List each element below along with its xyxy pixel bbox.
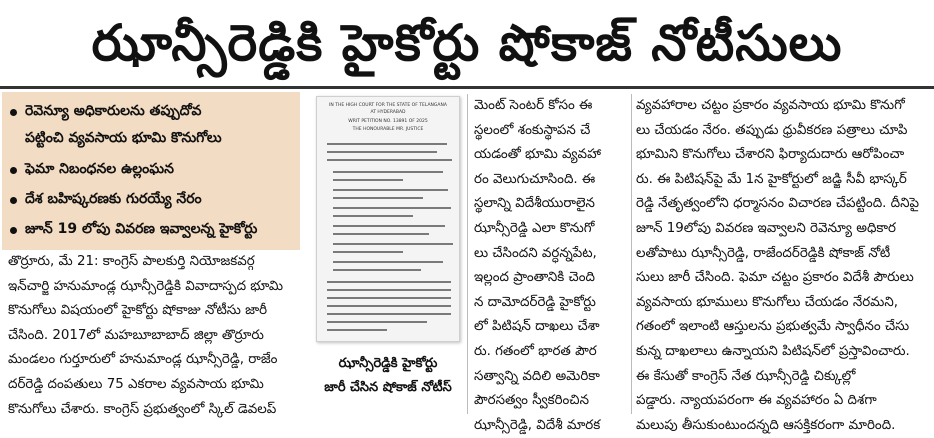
doc-text-line xyxy=(333,189,448,191)
doc-text-line xyxy=(333,197,423,199)
doc-text-line xyxy=(327,305,451,307)
caption-line: ఝాన్సీరెడ్డికి హైకోర్టు xyxy=(338,356,438,371)
article-line: సత్వాన్ని వదిలి అమెరికా xyxy=(474,368,600,384)
article-line: లు చేయడం నేరం. తప్పుడు ధ్రువీకరణ పత్రాలు చూపి xyxy=(636,122,908,138)
doc-text-line xyxy=(333,261,443,263)
doc-header-line: THE HONOURABLE MR. JUSTICE xyxy=(352,127,424,132)
article-line: కొనుగోలు చేశారు. కాంగ్రెస్‌ ప్రభుత్వంలో స్కిల్‌ డెవలప్‌ xyxy=(8,401,277,417)
article-line: లు చేసిందని వర్ధన్నపేట, xyxy=(474,245,597,261)
article-line: మండలం గుర్తూరులో హనుమాండ్ల ఝాన్సీరెడ్డి, రాజేం xyxy=(8,352,278,368)
article-line: రు. ఈ పిటిషన్‌పై మే 1న హైకోర్టులో జడ్జి సీవీ భాస్కర్‌ xyxy=(636,171,907,187)
doc-header-line: IN THE HIGH COURT FOR THE STATE OF TELANGANA xyxy=(329,103,447,108)
article-line: కున్న దాఖలాలు ఉన్నాయని పిటిషన్‌లో ప్రస్తావించారు. xyxy=(636,343,910,359)
bullet-icon xyxy=(10,167,17,174)
article-line: వ్యవసాయ భూములు కొనుగోలు చేయడం నేరమని, xyxy=(636,294,898,310)
column-divider xyxy=(631,94,632,414)
article-line: ఝాన్సీరెడ్డి, విదేశీ మారక xyxy=(474,417,601,433)
highlight-item xyxy=(10,98,201,126)
doc-text-line xyxy=(327,281,451,283)
article-line: తొర్రూరు, మే 21: కాంగ్రెస్‌ పాలకుర్తి నియోజకవర్గ xyxy=(8,254,255,269)
caption-line: జారీ చేసిన షోకాజ్‌ నోటీస్‌ xyxy=(324,380,452,395)
doc-text-line xyxy=(333,179,403,181)
highlight-text: జూన్‌ 19 లోపు వివరణ ఇవ్వాలన్న హైకోర్టు xyxy=(25,220,258,237)
article-line: జూన్‌ 19లోపు వివరణ ఇవ్వాలని రెవెన్యూ అధికార xyxy=(636,220,896,236)
highlights-box xyxy=(2,92,300,250)
article-line: ఇల్లంద ప్రాంతానికి చెంది xyxy=(474,270,595,286)
article-line: దర్‌రెడ్డి దంపతులు 75 ఎకరాల వ్యవసాయ భూమి xyxy=(8,376,264,392)
article-line: స్థలంలో శంకుస్థాపన చే xyxy=(474,122,591,138)
article-column-middle xyxy=(474,94,626,438)
headline: ఝాన్సీరెడ్డికి హైకోర్టు షోకాజ్‌ నోటీసులు xyxy=(91,14,843,72)
article-line: భూమిని కొనుగోలు చేశారని ఫిర్యాదుదారు ఆరోపించా xyxy=(636,147,905,163)
doc-header-line: AT HYDERABAD xyxy=(370,110,406,115)
doc-text-line xyxy=(333,207,451,209)
article-line: లతోపాటు ఝాన్సీరెడ్డి, రాజేందర్‌రెడ్డికి షోకాజ్‌ నోటీ xyxy=(636,245,891,261)
article-line: పడ్డారు. న్యాయపరంగా ఈ వ్యవహారం ఏ దిశగా xyxy=(636,393,877,409)
article-column-right xyxy=(636,94,930,438)
highlight-text: ఫెమా నిబంధనల ఉల్లంఘన xyxy=(25,160,174,177)
article-line: ఈ కేసుతో కాంగ్రెస్‌ నేత ఝాన్సీరెడ్డి చిక్కుల్లో xyxy=(636,368,856,384)
article-line: న దామోదర్‌రెడ్డి హైకోర్టు xyxy=(474,294,596,310)
doc-text-line xyxy=(327,151,437,153)
article-line: మలుపు తీసుకుంటుందన్నది ఆసక్తికరంగా మారింది. xyxy=(636,417,896,433)
doc-text-line xyxy=(327,329,387,331)
highlight-item xyxy=(10,186,202,214)
article-line: రెడ్డి నేతృత్వంలోని ధర్మాసనం విచారణ చేపట్టింది. దీనిపై xyxy=(636,196,920,212)
article-line: పౌరసత్వం స్వీకరించిన xyxy=(474,393,589,409)
bullet-icon xyxy=(10,109,17,116)
article-line: కొనుగోలు విషయంలో హైకోర్టు షోకాజు నోటీసు జారీ xyxy=(8,303,268,319)
court-notice-image xyxy=(316,96,460,342)
doc-text-line xyxy=(333,171,443,173)
bullet-icon xyxy=(10,227,17,234)
article-line: ఇన్‌చార్జి హనుమాండ్ల ఝాన్సీరెడ్డికి వివాదాస్పద భూమి xyxy=(8,278,284,294)
article-line: యడంతో భూమి వ్యవహా xyxy=(474,147,601,163)
doc-text-line xyxy=(333,225,445,227)
article-line: స్థలాన్ని విదేశీయురాలైన xyxy=(474,196,595,212)
highlight-text: పట్టించి వ్యవసాయ భూమి కొనుగోలు xyxy=(25,129,222,146)
article-line: రం వెలుగుచూసింది. ఈ xyxy=(474,171,596,187)
image-caption xyxy=(308,352,468,400)
doc-text-line xyxy=(327,159,452,161)
doc-text-line xyxy=(333,243,453,245)
highlight-item xyxy=(10,156,174,184)
doc-header-line: WRIT PETITION NO. 13891 OF 2025 xyxy=(348,119,428,124)
article-column-left xyxy=(8,250,304,422)
article-line: రు. గతంలో భారత పౌర xyxy=(474,343,597,359)
doc-text-line xyxy=(327,289,451,291)
article-line: వ్యవహారాల చట్టం ప్రకారం వ్యవసాయ భూమి కొనుగో xyxy=(636,98,905,113)
doc-text-line xyxy=(333,269,421,271)
headline-rule xyxy=(0,86,934,89)
highlight-item-continued xyxy=(25,125,222,153)
highlight-item xyxy=(10,216,257,244)
bullet-icon xyxy=(10,197,17,204)
highlight-text: రెవెన్యూ అధికారులను తప్పుదోవ xyxy=(25,102,202,119)
doc-text-line xyxy=(333,251,403,253)
article-line: సులు జారీ చేసింది. ఫెమా చట్టం ప్రకారం విదేశీ పౌరులు xyxy=(636,270,914,286)
article-line: మెంట్‌ సెంటర్‌ కోసం ఈ xyxy=(474,98,593,113)
article-line: గతంలో ఇలాంటి ఆస్తులను ప్రభుత్వమే స్వాధీనం చేసు xyxy=(636,319,910,335)
doc-text-line xyxy=(327,313,451,315)
article-line: ఝాన్సీరెడ్డి ఎలా కొనుగో xyxy=(474,220,595,236)
doc-text-line xyxy=(327,321,427,323)
article-line: చేసింది. 2017లో మహబూబాబాద్‌ జిల్లా తొర్రూరు xyxy=(8,327,264,343)
column-divider xyxy=(467,94,468,414)
highlight-text: దేశ బహిష్కరణకు గురయ్యే నేరం xyxy=(25,190,202,207)
doc-text-line xyxy=(333,215,413,217)
doc-text-line xyxy=(327,297,451,299)
doc-text-line xyxy=(333,233,429,235)
doc-text-line xyxy=(327,143,447,145)
article-line: లో పిటిషన్‌ దాఖలు చేశా xyxy=(474,319,600,335)
